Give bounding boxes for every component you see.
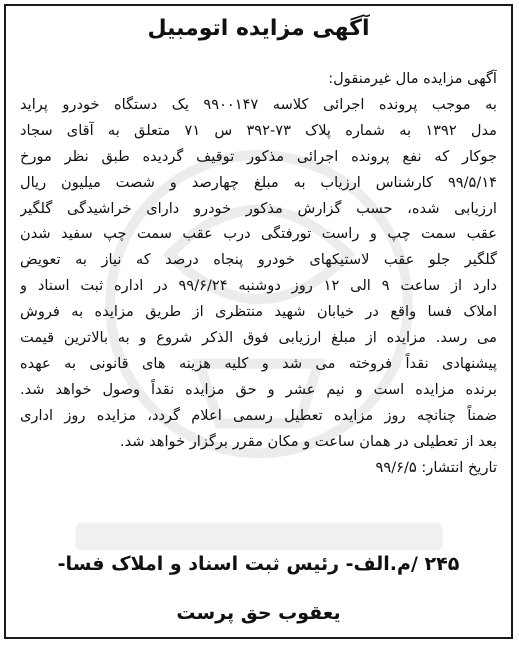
- body-line: به موجب پرونده اجرائی کلاسه ۹۹۰۰۱۴۷ یک دستگاه خودرو پراید: [20, 95, 497, 113]
- signer-name: یعقوب حق پرست: [176, 602, 341, 624]
- notice-body: [20, 66, 497, 481]
- body-line: ۹۹/۵/۱۴ کارشناس ارزیاب به مبلغ چهارصد و شصت میلیون ریال: [20, 173, 497, 191]
- signature-line: ۲۴۵ /م.الف- رئیس ثبت اسناد و املاک فسا-: [57, 553, 460, 575]
- notice-title: آگهی مزایده اتومبیل: [147, 16, 370, 41]
- body-line: گلگیر جلو عقب لاستیکهای خودرو پنجاه درصد که نیاز به تعویض: [20, 251, 497, 269]
- publication-date: تاریخ انتشار: ۹۹/۶/۵: [375, 458, 497, 476]
- body-line: مدل ۱۳۹۲ به شماره پلاک ۷۳-۳۹۲ س ۷۱ متعلق به آقای سجاد: [20, 121, 497, 139]
- body-line: دارد از ساعت ۹ الی ۱۲ روز دوشنبه ۹۹/۶/۲۴ در اداره ثبت اسناد و: [20, 277, 497, 295]
- body-line: املاک فسا واقع در خیابان شهید منتظری از طریق مزایده به فروش: [20, 303, 497, 321]
- body-line: ارزیابی شده، حسب گزارش مذکور خودرو دارای خراشیدگی گلگیر: [20, 199, 497, 217]
- notice-frame: [4, 4, 513, 639]
- body-line: برنده مزایده است و نیم عشر و حق مزایده نقداً وصول خواهد شد.: [20, 380, 497, 398]
- body-line: پیشنهادی نقداً فروخته می شد و کلیه هزینه های قانونی به عهده: [20, 354, 497, 372]
- body-line: بعد از تعطیلی در همان ساعت و مکان مقرر برگزار خواهد شد.: [119, 432, 497, 450]
- body-line: عقب سمت چپ و راست تورفتگی درب عقب سمت چپ سفید شدن: [20, 225, 497, 243]
- body-line: آگهی مزایده مال غیرمنقول:: [328, 70, 497, 87]
- body-line: می رسد. مزایده از مبلغ ارزیابی فوق الذکر شروع و به بالاترین قیمت: [20, 329, 497, 347]
- body-line: جوکار که نفع پرونده اجرائی مذکور توقیف گردیده طبق نظر مورخ: [20, 147, 497, 165]
- body-line: ضمناً چنانچه روز مزایده تعطیل رسمی اعلام گردد، مزایده روز اداری: [20, 406, 497, 424]
